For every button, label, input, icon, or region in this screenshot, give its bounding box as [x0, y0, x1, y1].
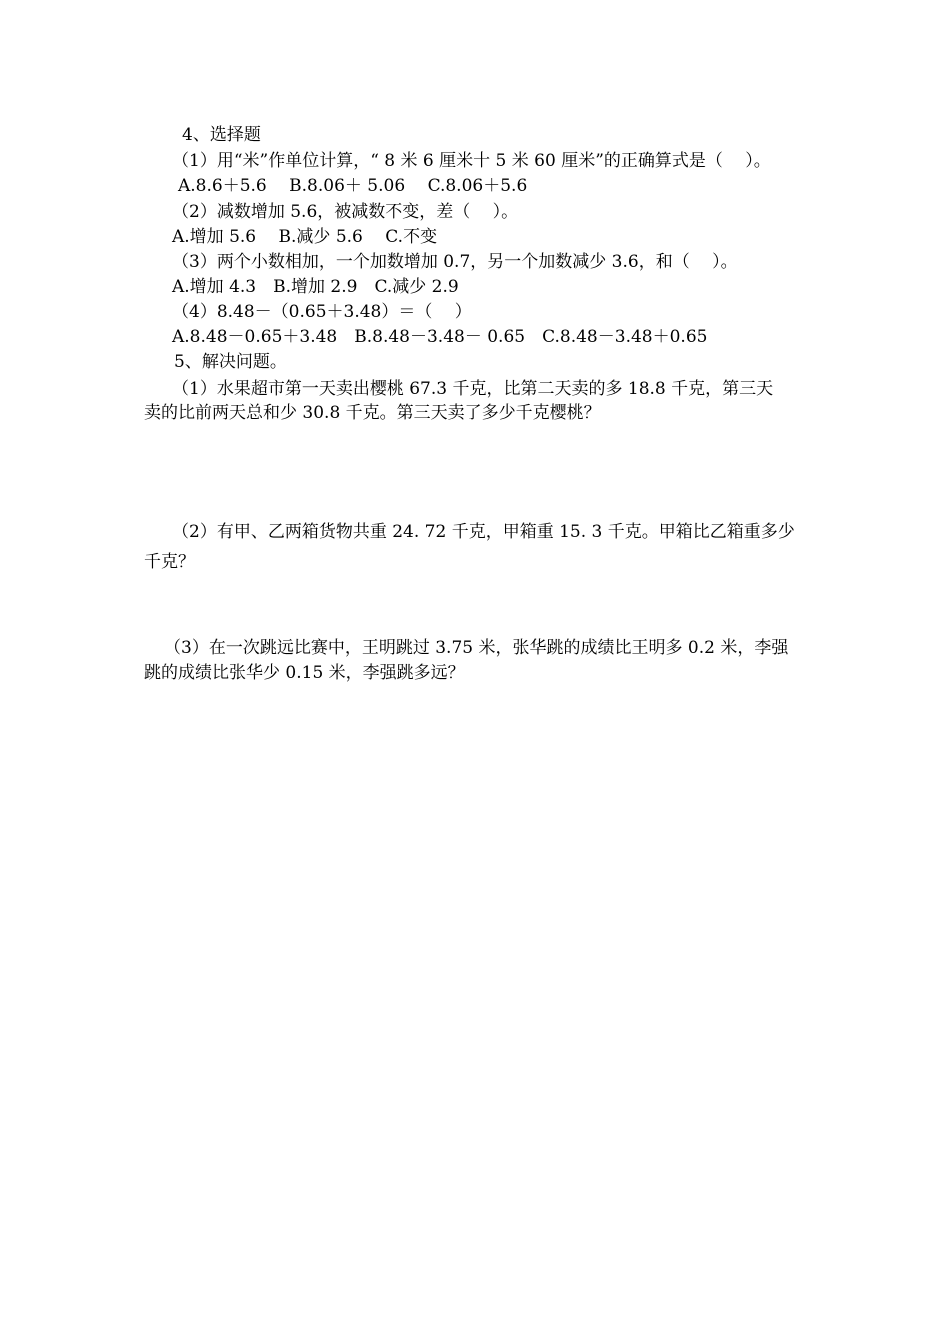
question-2-options: A.增加 5.6 B.减少 5.6 C.不变	[172, 227, 438, 247]
question-4-stem: （4）8.48－（0.65＋3.48）＝（ ）	[172, 302, 472, 322]
section-5-heading: 5、解决问题。	[174, 352, 287, 372]
question-2-stem: （2）减数增加 5.6，被减数不变，差（ ）。	[172, 202, 519, 222]
problem-1-line-2: 卖的比前两天总和少 30.8 千克。第三天卖了多少千克樱桃？	[144, 403, 601, 423]
question-3-options: A.增加 4.3 B.增加 2.9 C.减少 2.9	[172, 277, 459, 297]
question-1-stem: （1）用“米”作单位计算，“ 8 米 6 厘米十 5 米 60 厘米”的正确算式是（ ）。	[172, 151, 771, 171]
question-4-options: A.8.48－0.65＋3.48 B.8.48－3.48－ 0.65 C.8.48－3.48＋0.65	[172, 327, 708, 347]
question-1-options: A.8.6＋5.6 B.8.06＋ 5.06 C.8.06＋5.6	[178, 176, 528, 196]
problem-3-line-2: 跳的成绩比张华少 0.15 米，李强跳多远？	[144, 663, 465, 683]
problem-1-line-1: （1）水果超市第一天卖出樱桃 67.3 千克，比第二天卖的多 18.8 千克，第三天	[172, 379, 774, 399]
problem-3-line-1: （3）在一次跳远比赛中，王明跳过 3.75 米，张华跳的成绩比王明多 0.2 米，李强	[164, 638, 789, 658]
section-4-heading: 4、选择题	[182, 125, 261, 145]
problem-2-line-1: （2）有甲、乙两箱货物共重 24. 72 千克，甲箱重 15. 3 千克。甲箱比乙箱重多少	[172, 522, 795, 542]
question-3-stem: （3）两个小数相加，一个加数增加 0.7，另一个加数减少 3.6，和（ ）。	[172, 252, 738, 272]
problem-2-line-2: 千克？	[144, 552, 195, 572]
